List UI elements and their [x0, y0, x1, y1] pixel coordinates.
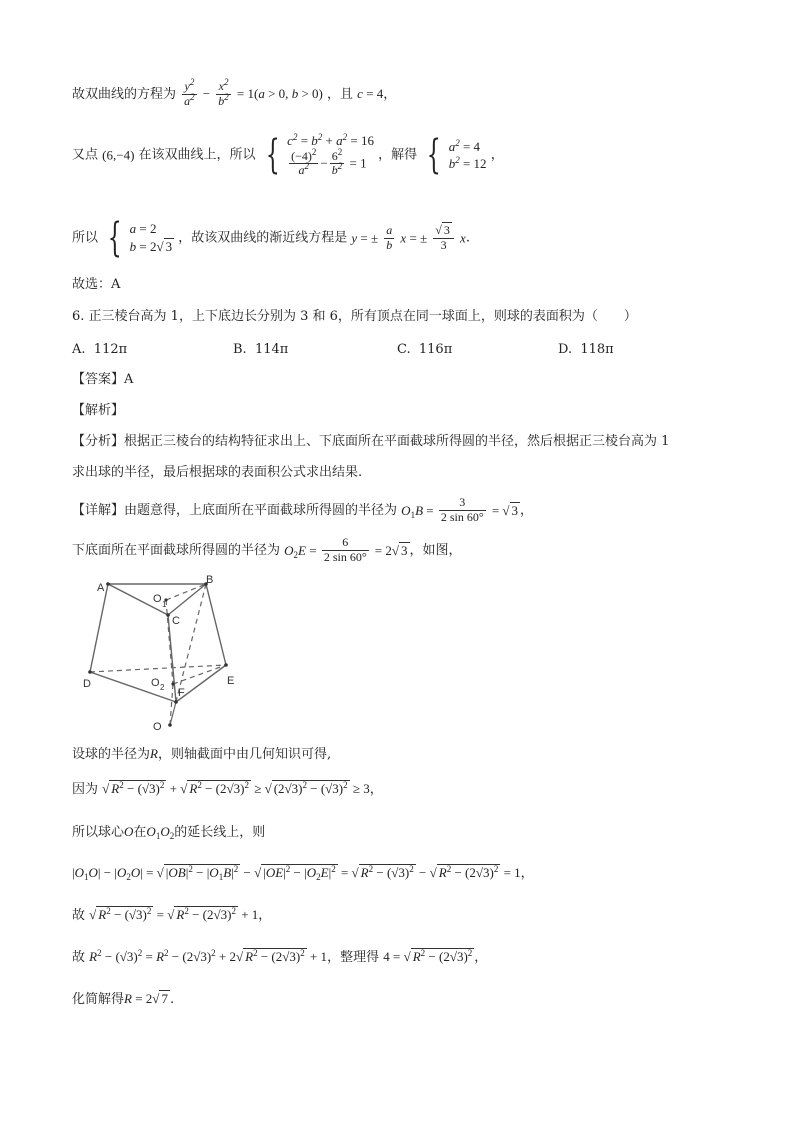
- detail-line-4: 因为 √ $R^2 - (√3)^2$ + √ $R^2 - (2√3)^2$ ≥ √ $(2√3)^2 - (√3)^2 \ge 3$，: [72, 780, 383, 797]
- option-b: B. 114π: [233, 342, 289, 357]
- detail-line-2: 下底面所在平面截球所得圆的半径为 $O_2E$ = $\frac{6}{2 \sin 60^\circ}$ = 2√ 3 ，如图，: [72, 535, 462, 564]
- detail-line-7: 故 √ $R^2 - (√3)^2$ = √ $R^2 - (2√3)^2 + 1$，: [72, 906, 272, 923]
- label-b: B: [206, 574, 214, 586]
- line-2: 又点 (6,−4) 在该双曲线上，所以 { $c^2 = b^2 + a^2 = 16$ $\frac{(-4)^2}{a^2}$ − $\frac{6^2}{b^2}$ = 1 ，解得 { $a^2 = 4$ $b^2 = 12$ ，: [72, 132, 504, 179]
- line-4: 故选：A: [72, 277, 121, 292]
- analysis-line-1: 【分析】根据正三棱台的结构特征求出上、下底面所在平面截球所得圆的半径，然后根据正三棱台高为 1: [72, 434, 670, 449]
- option-a: A. 112π: [72, 342, 128, 357]
- answer: 【答案】A: [72, 372, 134, 387]
- svg-text:1: 1: [162, 600, 167, 609]
- label-d: D: [83, 678, 91, 690]
- label-o: O: [153, 721, 162, 733]
- detail-line-9: 化简解得R = 2√ 7 .: [72, 991, 175, 1007]
- detail-line-8: 故 $R^2 - (√3)^2 = R^2 - (2√3)^2 + 2√$ $R^2 - (2√3)^2 + 1$，整理得 4 = √ $R^2 - (2√3)^2$ ，: [72, 948, 488, 965]
- line-1: 故双曲线的方程为 $\frac{y^2}{a^2}$ − $\frac{x^2}{b^2}$ = 1(a > 0, b > 0) ，且 c = 4，: [72, 77, 397, 108]
- label-o2: O: [151, 677, 160, 689]
- detail-line-6: $|O_1O| - |O_2O|$ = √ $|OB|^2 - |O_1B|^2$ − √ $|OE|^2 - |O_2E|^2$ = √ $R^2 - (√3)^2$ − √ $R^2 - (2√3)^2 = 1$，: [72, 864, 534, 882]
- label-c: C: [172, 615, 180, 627]
- option-d: D. 118π: [558, 342, 614, 357]
- detail-line-5: 所以球心O在$O_1O_2$的延长线上，则: [72, 824, 266, 841]
- detail-line-3: 设球的半径为R，则轴截面中由几何知识可得,: [72, 746, 332, 762]
- detail-line-1: 【详解】由题意得，上底面所在平面截球所得圆的半径为 $O_1B$ = $\frac{3}{2 \sin 60^\circ}$ = √ 3 ，: [72, 495, 534, 524]
- analysis-line-2: 求出球的半径，最后根据球的表面积公式求出结果.: [72, 465, 363, 480]
- analysis-heading: 【解析】: [72, 403, 125, 418]
- frustum-figure: [80, 570, 250, 735]
- line-3: 所以 { a = 2 b = 2√ 3 ，故该双曲线的渐近线方程是 y = ± $\frac{a}{b}$ x = ± $\frac{√ 3}{3}$ x.: [72, 215, 470, 261]
- label-f: F: [178, 687, 185, 699]
- label-o1: O: [153, 593, 162, 605]
- label-e: E: [227, 675, 235, 687]
- option-c: C. 116π: [397, 342, 453, 357]
- label-a: A: [97, 582, 105, 594]
- question-6: 6. 正三棱台高为 1，上下底边长分别为 3 和 6，所有顶点在同一球面上，则球的表面积为（ ）: [72, 309, 637, 324]
- svg-text:2: 2: [160, 683, 165, 692]
